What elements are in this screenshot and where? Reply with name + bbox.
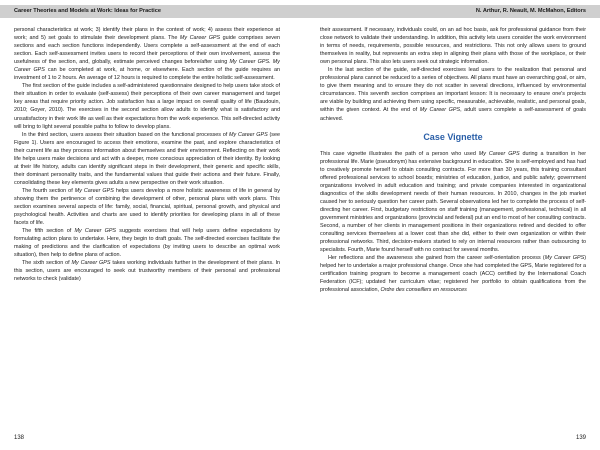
left-page bbox=[14, 26, 280, 432]
paragraph: The fifth section of My Career GPS suggests exercises that will help users define expectations by formulating action plans to undertake. Here, they begin to draft goals. The self-directed exercises facilitate the making of predictions and the clarification of expectations (by inviting users to describe an optimal work situation), then help to define plans of action. bbox=[14, 228, 280, 259]
paragraph: In the last section of the guide, self-directed exercises lead users to the realization that personal and professional plans cannot be reduced to a series of objectives. All plans must have an overarching goal, or aim, to give them meaning and to ensure they do not scatter in several directions, influenced by environmental circumstances. This seventh section comprises an important lesson: It is necessary to ensure one's projects are viable by building and achieving them using specific, measurable, achievable, realistic, and personal goals, within the given context. At the end of My Career GPS, adult users complete a self-assessment of goals achieved. bbox=[320, 67, 586, 122]
running-head-book-title: Career Theories and Models at Work: Ideas for Practice bbox=[14, 8, 161, 14]
right-page bbox=[320, 26, 586, 432]
page-number-right: 139 bbox=[575, 435, 586, 441]
paragraph: In the third section, users assess their situation based on the functional processes of My Career GPS (see Figure 1). Users are encouraged to access their emotions, examine the past, and explore characteristics of their current life as they process information about themselves and their environment. Reflecting on their work life helps users make decisions and act with a deeper, more conscious appreciation of their identity. By looking at their life history, adults can identify significant steps in their development, their generic and specific skills, their dominant personality traits, and the fundamental values that guide their actions and their future. Finally, consolidating these key elements gives adults a new perspective on their work situation. bbox=[14, 131, 280, 186]
paragraph: This case vignette illustrates the path of a person who used My Career GPS during a transition in her professional life. Marie (pseudonym) has extensive background in education. She is self-employed and has had to creatively promote herself to obtain consulting contracts. For more than 30 years, this training consultant offered professional services to school boards; ministries of education, justice, and public safety; government organizations involved in adult education and training; and private companies interested in organizational diagnostics of the skills development needs of their human resources. In 2010, changes in the job market caused her to seriously question her career path. Several observations led her to complete the process of self-directing her career. First, budgetary restrictions on staff training (management, professional, technical) in all government ministries and organizations (provincial and federal) put an end to most of her consulting contracts. Second, a number of her clients in management positions in their organizations retired and decided to offer consulting services themselves at a lower cost than she did, either to their own organization or within their professional networks. Third, decision-makers started to rely on internal resources rather than outsourcing to specialists. Fourth, Marie found herself with no contract for several months. bbox=[320, 150, 586, 254]
running-head-editors: N. Arthur, R. Neault, M. McMahon, Editors bbox=[475, 8, 586, 14]
page-number-left: 138 bbox=[14, 435, 25, 441]
paragraph: The fourth section of My Career GPS helps users develop a more holistic awareness of life in general by showing them the pertinence of combining the development of other, personal plans with work plans. This section examines several aspects of life: family, social, financial, spiritual, personal growth, and physical and psychological health. Activities and charts are used to identify priorities for developing plans in all of these facets of life. bbox=[14, 187, 280, 227]
paragraph: their assessment. If necessary, individuals could, on an ad hoc basis, ask for professional guidance from their close network to validate their understanding. In addition, this activity lets users consider the work environment in terms of needs, requirements, possible resources, and restrictions. This not only allows users to ground themselves in reality, but represents an extra step in aligning their plans with those of the workplace, or their own personal plans. This also lets users seek out strategic information. bbox=[320, 27, 586, 66]
paragraph: personal characteristics at work; 3) identify their plans in the context of work; 4) assess their experience at work; and 5) set goals to stimulate their development plans. The My Career GPS guide comprises seven sections and each section functions independently. Users complete a self-assessment at the end of each section. Each self-assessment invites users to record their perceptions of their own involvement, assess the usefulness of the section, and, globally, estimate perceived changes before/after using My Career GPS. My Career GPS can be completed at work, at home, or elsewhere. Each section of the guide requires an investment of 1 to 2 hours. An average of 12 hours is required to complete the entire holistic self-assessment. bbox=[14, 27, 280, 82]
paragraph: The first section of the guide includes a self-administered questionnaire designed to help users take stock of their situation in order to evaluate (self-assess) their perceptions of their own career management and target key areas that require priority action. Job satisfaction has a large impact on overall quality of life (Baudouin, 2010; Goyer, 2010). The exercises in the second section allow adults to identify what is satisfactory and unsatisfactory in their work life as well as their expectations from the work experience. This self-directed activity will bring to light several possible paths to follow to develop plans. bbox=[14, 83, 280, 130]
paragraph: The sixth section of My Career GPS takes working individuals further in the development of their plans. In this section, users are encouraged to seek out trustworthy members of their personal and professional networks to check (validate) bbox=[14, 260, 280, 283]
paragraph: Her reflections and the awareness she gained from the career self-orientation process (My Career GPS) helped her to undertake a major professional change. Once she had completed the GPS, Marie registered for a certification training program to become a management coach (ACC) certified by the International Coach Federation (ICF); updated her curriculum vitae; registered her portfolio to obtain qualifications from the professional association, Ordre des conseillers en ressources bbox=[320, 255, 586, 294]
section-heading: Case Vignette bbox=[423, 131, 483, 142]
